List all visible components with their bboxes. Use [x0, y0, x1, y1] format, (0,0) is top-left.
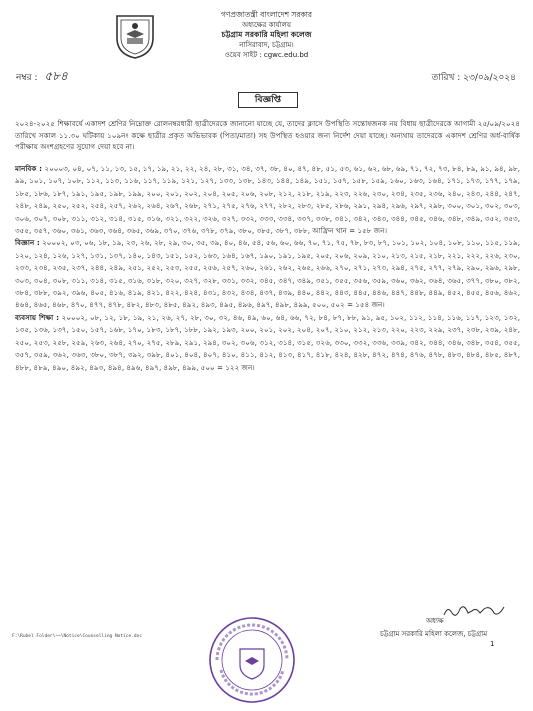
college-seal-stamp-icon	[205, 615, 300, 705]
memo-handwritten-number: ৫৮৪	[44, 69, 68, 83]
notice-title: বিজ্ঞপ্তি	[238, 92, 298, 108]
notice-date: তারিখ : ২৩/০৯/২০২৪	[431, 73, 516, 83]
section-total: = ১২২ জন।	[216, 362, 255, 372]
section-total: আফ্রিন খান = ১৫৮ জন।	[312, 226, 388, 236]
signatory-organization: চট্টগ্রাম সরকারি মহিলা কলেজ, চট্টগ্রাম	[380, 630, 488, 638]
header-website: ওয়েব সাইট : cgwc.edu.bd	[224, 51, 309, 59]
file-path: F:\Rubel Folder\~~\Notice\Counselling Notice.doc	[12, 634, 143, 639]
memo-date-row	[16, 68, 516, 84]
header-office-line: অধ্যক্ষের কার্যালয়	[242, 21, 291, 29]
header-government-line: গণপ্রজাতন্ত্রী বাংলাদেশ সরকার	[220, 10, 313, 19]
section-humanities	[15, 163, 520, 237]
signatory-title: অধ্যক্ষ	[426, 617, 444, 625]
section-label: বিজ্ঞান :	[15, 238, 40, 248]
roll-numbers: ২০০০৩, ০৪, ০৭, ১১, ১৩, ১৫, ১৭, ১৯, ২১, ২২, ২৪, ২৮, ৩১, ৩৪, ৩৭, ৩৮, ৪০, ৪৭, ৪৮, ৫১, ৫৩, ৬১, ৬২, ৬৮, ৬৯, ৭১, ৭২, ৭৩, ৮৪, ৮৯, ৯১, ৯৪, ৯৮, ৯৯, ১০১, ১০৭, ১০৮, ১১২, ১১৩, ১১৬, ১১৭, ১১৯, ১২১, ১২৭, ১৩৩, ১৩৮, ১৪৩, ১৪৪, ১৪৯, ১৫১, ১৫৭, ১৫৮, ১৫৯, ১৬০, ১৬৩, ১৬৪, ১৭১, ১৭৩, ১৭৭, ১৭৯, ১৮৫, ১৮৬, ১৮৭, ১৯১, ১৯৫, ১৯৮, ১৯৯, ২০০, ২০১, ২০২, ২০৪, ২০৫, ২০৬, ২০৮, ২১২, ২১৮, ২১৯, ২২৩, ২২৬, ২৩০, ২৩৪, ২৩৫, ২৩৬, ২৪০, ২৪৩, ২৪৪, ২৪৭, ২৪৮, ২৪৯, ২৫০, ২৫২, ২৫৪, ২৫৭, ২৬২, ২৬৪, ২৬৭, ২৬৮, ২৭১, ২৭৫, ২৭৬, ২৭৭, ২৮২, ২৮৩, ২৮৫, ২৮৬, ২৯১, ২৯৪, ২৯৬, ২৯৭, ২৯৮, ৩০০, ৩০১, ৩০২, ৩০৩, ৩০৬, ৩০৭, ৩০৮, ৩১১, ৩১২, ৩১৪, ৩১৫, ৩১৬, ৩২১, ৩২২, ৩২৬, ৩২৭, ৩৩২, ৩৩৩, ৩৩৪, ৩৩৭, ৩৩৮, ৩৪১, ৩৪২, ৩৪৩, ৩৪৪, ৩৪৫, ৩৪৬, ৩৪৮, ৩৪৯, ৩৫২, ৩৫৩, ৩৫৫, ৩৫৭, ৩৬০, ৩৬১, ৩৬৩, ৩৬৪, ৩৬৫, ৩৬৯, ৩৭০, ৩৭৬, ৩৭৮, ৩৭৯, ৩৮০, ৩৮৫, ৩৮৭, ৩৮৮,	[15, 164, 520, 236]
header-address: নাসিরাবাদ, চট্টগ্রাম।	[239, 41, 294, 49]
section-science	[15, 237, 520, 311]
roll-numbers: ২০০০২, ০৩, ০৬, ১৮, ১৯, ২৩, ২৬, ২৮, ২৯, ৩০, ৩৫, ৩৯, ৪০, ৪৬, ৫৪, ৫৬, ৬০, ৬৬, ৭০, ৭১, ৭৫, ৭৮, ৮৩, ৮৭, ১০১, ১০২, ১০৪, ১০৮, ১১০, ১১৫, ১১৯, ১২০, ১২৪, ১২৬, ১২৭, ১৩১, ১৩৭, ১৪০, ১৪৩, ১৫১, ১৫২, ১৬৩, ১৬৪, ১৬৭, ১৯০, ১৯১, ১৯৫, ২০৫, ২০৬, ২০৯, ২১০, ২১৩, ২১৫, ২১৮, ২২১, ২২২, ২২৬, ২৩০, ২৩৩, ২৩৪, ২৩৫, ২৩৭, ২৪৪, ২৪৯, ২৫১, ২৫২, ২৫৩, ২৫৫, ২৫৬, ২৫৭, ২৬০, ২৬১, ২৬২, ২৬৫, ২৬৬, ২৭০, ২৭১, ২৭৩, ২৯৪, ২৭৫, ২৭৭, ২৭৯, ২৯০, ২৯৬, ২৯৮, ৩০৩, ৩০৪, ৩০৮, ৩১১, ৩১৪, ৩১৫, ৩১৬, ৩১৮, ৩২০, ৩২৭, ৩২৮, ৩৩১, ৩৩২, ৩৪৫, ৩৪৭, ৩৪৯, ৩৫১, ৩৫৫, ৩৫৬, ৩৫৯, ৩৬০, ৩৬২, ৩৬৪, ৩৬৫, ৩৭৭, ৩৮০, ৩৮২, ৩৮৪, ৩৮৮, ৩৯২, ৩৯৬, ৪০৫, ৪১৬, ৪১৯, ৪২১, ৪২২, ৪২৪, ৪৩১, ৪৩২, ৪৩৪, ৪৩৭, ৪৩৯, ৪৪০, ৪৪২, ৪৪৩, ৪৪৫, ৪৪৬, ৪৪৭, ৪৪৮, ৪৪৯, ৪৫২, ৪৫৫, ৪৫৬, ৪৬২, ৪৬৪, ৪৬৫, ৪৬৮, ৪৭০, ৪৭৭, ৪৭৮, ৪৮২, ৪৮৩, ৪৮৫, ৪৯২, ৪৯৩, ৪৯৫, ৪৯৬, ৪৯৭, ৪৯৮, ৪৯৯, ৫০০, ৫০২	[15, 238, 520, 310]
section-business-studies	[15, 312, 520, 374]
roll-number-sections	[15, 163, 520, 374]
header-college-name: চট্টগ্রাম সরকারি মহিলা কলেজ	[221, 30, 312, 39]
notice-body-paragraph: ২০২৪-২০২৫ শিক্ষাবর্ষে একাদশ শ্রেণির নিম্নোক্ত রোলনম্বরধারী ছাত্রীদেরকে জানানো যাচ্ছে যে, তাদের ক্লাসে উপস্থিতি সন্তোষজনক নয় বিধায় ছাত্রীদেরকে আগামী ২৫/০৯/২০২৪ তারিখে সকাল ১১.৩০ ঘটিকায় ১০৯নং কক্ষে ছাত্রীর প্রকৃত অভিভাবক (পিতা/মাতা) সহ উপস্থিত হওয়ার জন্য নির্দেশ দেয়া যাচ্ছে। অন্যথায় তাদেরকে একাদশ শ্রেণির অর্ধ-বার্ষিক পরীক্ষায় অংশগ্রহণের সুযোগ দেয়া হবে না।	[15, 119, 520, 151]
roll-numbers: ২০০০২, ০৮, ১২, ১৮, ১৯, ২১, ২৬, ২৭, ২৮, ৩০, ৩২, ৪৬, ৪৯, ৬০, ৬৪, ৬৬, ৭২, ৮৪, ৮৭, ৮৮, ৯১, ৯৫, ১০২, ১১২, ১১৪, ১১৬, ১১৭, ১২৩, ১৩২, ১৩৫, ১৩৬, ১৩৭, ১৫০, ১৫৭, ১৬৮, ১৭০, ১৮৩, ১৮৭, ১৮৮, ১৯২, ১৯৩, ২০০, ২০১, ২০২, ২০৪, ২০৭, ২১০, ২১২, ২১৩, ২২০, ২২৩, ২২৯, ২৩৭, ২৩৮, ২৩৯, ২৪৮, ২৫০, ২৫৩, ২৫৮, ২৫৯, ২৬৩, ২৬৪, ২৭০, ২৭৫, ২৮৯, ২৯১, ২৯৪, ৩০২, ৩০৬, ৩১২, ৩১৪, ৩১৫, ৩২৬, ৩৩০, ৩৩২, ৩৩৬, ৩৩৯, ৩৪২, ৩৪৪, ৩৪৬, ৩৪৮, ৩৫৪, ৩৫৫, ৩৫৭, ৩৫৯, ৩৬২, ৩৬৩, ৩৮০, ৩৮৭, ৩৯২, ৩৯৮, ৪০১, ৪০৪, ৪০৭, ৪১০, ৪১১, ৪১২, ৪১৩, ৪১৭, ৪১৮, ৪২৪, ৪২৮, ৪৭২, ৪৭৪, ৪৭৬, ৪৭৮, ৪৮৩, ৪৮৪, ৪৮৫, ৪৮৭, ৪৮৮, ৪৮৯, ৪৯০, ৪৯২, ৪৯৩, ৪৯৪, ৪৯৬, ৪৯৭, ৪৯৮, ৪৯৯, ৫০০	[15, 312, 520, 372]
memo-number	[16, 68, 68, 88]
signature-icon	[442, 601, 506, 621]
signature-block	[380, 601, 530, 661]
page-number: 1	[490, 640, 495, 648]
section-total: = ১৫৪ জন।	[346, 300, 385, 310]
section-label: ব্যবসায় শিক্ষা :	[15, 312, 60, 322]
memo-label: নম্বর :	[16, 73, 38, 83]
section-label: মানবিক :	[15, 164, 42, 173]
